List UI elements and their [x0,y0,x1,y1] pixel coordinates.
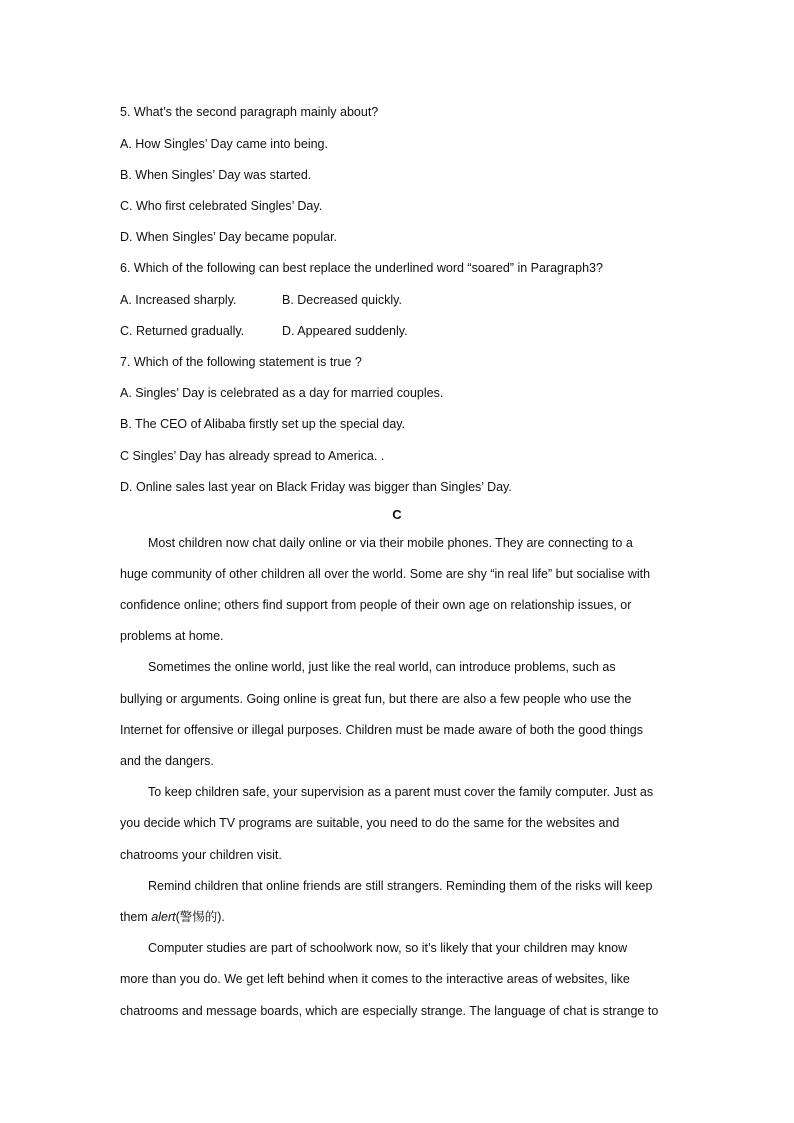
question-6-option-c: C. Returned gradually. [120,324,245,338]
passage-p5-line: Computer studies are part of schoolwork now, so it’s likely that your children may know [148,941,628,955]
passage-p2-line: Sometimes the online world, just like the real world, can introduce problems, such as [148,660,616,674]
passage-p3-line: you decide which TV programs are suitable, you need to do the same for the websites and [120,816,620,830]
question-7-option-c: C Singles’ Day has already spread to America. . [120,449,385,463]
passage-p4-gloss: (警惕的). [175,910,225,924]
question-7-option-a: A. Singles’ Day is celebrated as a day for married couples. [120,386,444,400]
question-5-option-a: A. How Singles’ Day came into being. [120,137,328,151]
passage-p3-line: To keep children safe, your supervision as a parent must cover the family computer. Just as [148,785,654,799]
question-6-option-b: B. Decreased quickly. [282,293,402,307]
passage-p3-line: chatrooms your children visit. [120,848,282,862]
passage-p5-line: more than you do. We get left behind when it comes to the interactive areas of websites, like [120,972,630,986]
question-5-stem: 5. What’s the second paragraph mainly about? [120,105,379,119]
vocab-word-alert: alert [151,910,176,924]
passage-p4-line: Remind children that online friends are still strangers. Reminding them of the risks will keep [148,879,653,893]
passage-p1-line: huge community of other children all over the world. Some are shy “in real life” but socialise with [120,567,651,581]
passage-p1-line: problems at home. [120,629,224,643]
question-6-option-a: A. Increased sharply. [120,293,237,307]
question-7-stem: 7. Which of the following statement is true ? [120,355,362,369]
question-5-option-d: D. When Singles’ Day became popular. [120,230,338,244]
passage-p1-line: Most children now chat daily online or via their mobile phones. They are connecting to a [148,536,633,550]
section-heading: C [392,507,402,522]
question-7-option-b: B. The CEO of Alibaba firstly set up the special day. [120,417,406,431]
passage-p5-line: chatrooms and message boards, which are especially strange. The language of chat is strange to [120,1004,659,1018]
passage-p4-prefix: them [120,910,152,924]
passage-p2-line: bullying or arguments. Going online is great fun, but there are also a few people who use the [120,692,632,706]
question-5-option-c: C. Who first celebrated Singles’ Day. [120,199,323,213]
question-7-option-d: D. Online sales last year on Black Friday was bigger than Singles’ Day. [120,480,512,494]
question-6-option-d: D. Appeared suddenly. [282,324,408,338]
passage-p4-line [120,909,225,925]
passage-p1-line: confidence online; others find support from people of their own age on relationship issues, or [120,598,632,612]
question-6-stem: 6. Which of the following can best replace the underlined word “soared” in Paragraph3? [120,261,603,275]
passage-p2-line: Internet for offensive or illegal purposes. Children must be made aware of both the good things [120,723,643,737]
question-5-option-b: B. When Singles’ Day was started. [120,168,312,182]
passage-p2-line: and the dangers. [120,754,214,768]
